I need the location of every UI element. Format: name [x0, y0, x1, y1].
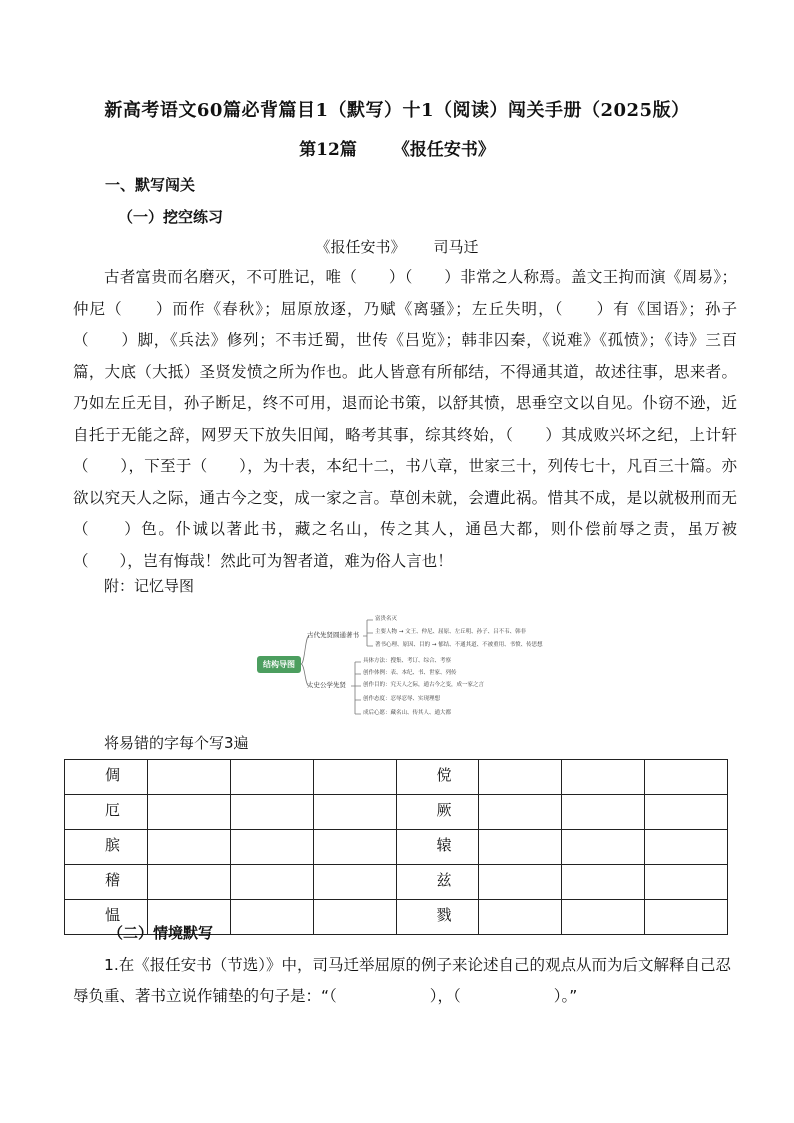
writing-cell[interactable]	[313, 900, 396, 935]
writing-cell[interactable]	[562, 830, 645, 865]
table-cell-char: 愠	[65, 900, 148, 935]
writing-cell[interactable]	[147, 795, 230, 830]
writing-cell[interactable]	[230, 830, 313, 865]
mind-map	[255, 610, 575, 722]
writing-cell[interactable]	[479, 760, 562, 795]
writing-cell[interactable]	[313, 795, 396, 830]
writing-cell[interactable]	[313, 830, 396, 865]
table-cell-char: 膑	[65, 830, 148, 865]
writing-cell[interactable]	[645, 865, 728, 900]
table-row	[65, 795, 728, 830]
table-caption: 将易错的字每个写3遍	[104, 734, 249, 752]
writing-cell[interactable]	[147, 760, 230, 795]
writing-cell[interactable]	[313, 760, 396, 795]
writing-cell[interactable]	[645, 795, 728, 830]
table-row	[65, 760, 728, 795]
table-cell-char: 兹	[396, 865, 479, 900]
mind-map-branch: 古代先贤圆通著书	[307, 631, 359, 639]
practice-table	[64, 759, 728, 935]
writing-cell[interactable]	[313, 865, 396, 900]
table-cell-char: 戮	[396, 900, 479, 935]
passage-work: 《报任安书》	[315, 238, 406, 256]
mind-map-leaf: 创作体例：表、本纪、书、世家、列传	[363, 670, 457, 676]
section-heading: 一、默写闯关	[105, 176, 196, 194]
writing-cell[interactable]	[645, 760, 728, 795]
mind-map-leaf: 创作目的：究天人之际，通古今之变，成一家之言	[363, 682, 485, 688]
writing-cell[interactable]	[479, 865, 562, 900]
chapter-work: 《报任安书》	[392, 140, 495, 160]
mind-map-leaf: 具体方法：搜集、考订、综合、考察	[363, 658, 452, 664]
page-title: 新高考语文60篇必背篇目1（默写）十1（阅读）闯关手册（2025版）	[104, 100, 690, 121]
writing-cell[interactable]	[562, 795, 645, 830]
passage-title	[0, 236, 794, 257]
passage-author: 司马迁	[433, 238, 479, 256]
subsection-heading-context: （二）情境默写	[108, 924, 214, 942]
writing-cell[interactable]	[562, 760, 645, 795]
mind-map-leaf: 著书心理、原因、目的 → 郁结、不通其道、不被重用、书愤、传思想	[375, 642, 543, 648]
table-cell-char: 稽	[65, 865, 148, 900]
table-row	[65, 865, 728, 900]
table-cell-char: 倜	[65, 760, 148, 795]
mind-map-root: 结构导图	[257, 656, 301, 673]
appendix-label: 附：记忆导图	[104, 577, 195, 595]
writing-cell[interactable]	[562, 900, 645, 935]
writing-cell[interactable]	[562, 865, 645, 900]
writing-cell[interactable]	[479, 795, 562, 830]
subsection-heading-fill-blank: （一）挖空练习	[118, 208, 224, 226]
writing-cell[interactable]	[230, 865, 313, 900]
mind-map-leaf: 成后心愿：藏名山、传其人、通大都	[363, 710, 452, 716]
mind-map-leaf: 主要人物 → 文王、仲尼、屈原、左丘明、孙子、吕不韦、韩非	[375, 629, 527, 635]
chapter-number: 第12篇	[299, 140, 357, 160]
writing-cell[interactable]	[645, 900, 728, 935]
table-cell-char: 辕	[396, 830, 479, 865]
passage-text: 古者富贵而名磨灭，不可胜记，唯（ ）（ ）非常之人称焉。盖文王拘而演《周易》；仲尼（ ）而作《春秋》；屈原放逐，乃赋《离骚》；左丘失明，（ ）有《国语》；孙子（ ）脚，《兵法》修列；不韦迁蜀，世传《吕览》；韩非囚秦，《说难》《孤愤》；《诗》三百篇，大底（大抵）圣贤发愤之所为作也。此人皆意有所郁结，不得通其道，故述往事，思来者。乃如左丘无目，孙子断足，终不可用，退而论书策，以舒其愤，思垂空文以自见。仆窃不逊，近自托于无能之辞，网罗天下放失旧闻，略考其事，综其终始，（ ）其成败兴坏之纪，上计轩（ ），下至于（ ），为十表，本纪十二，书八章，世家三十，列传七十，凡百三十篇。亦欲以究天人之际，通古今之变，成一家之言。草创未就，会遭此祸。惜其不成，是以就极刑而无（ ）色。仆诚以著此书，藏之名山，传之其人，通邑大都，则仆偿前辱之责，虽万被（ ），岂有悔哉！然此可为智者道，难为俗人言也！	[73, 268, 737, 570]
writing-cell[interactable]	[147, 865, 230, 900]
writing-cell[interactable]	[147, 830, 230, 865]
table-cell-char: 厥	[396, 795, 479, 830]
question-1: 1.在《报任安书（节选）》中，司马迁举屈原的例子来论述自己的观点从而为后文解释自己忍辱负重、著书立说作铺垫的句子是：“（ ），（ ）。”	[73, 956, 732, 1005]
writing-cell[interactable]	[479, 830, 562, 865]
table-cell-char: 厄	[65, 795, 148, 830]
mind-map-leaf: 创作态度：忍辱忍辱、实现理想	[363, 696, 441, 702]
table-row	[65, 830, 728, 865]
writing-cell[interactable]	[230, 760, 313, 795]
mind-map-leaf: 富贵名灭	[375, 616, 398, 622]
chapter-subtitle	[0, 135, 794, 160]
mind-map-branch: 太史公学先贤	[307, 681, 346, 689]
writing-cell[interactable]	[230, 900, 313, 935]
writing-cell[interactable]	[479, 900, 562, 935]
table-cell-char: 傥	[396, 760, 479, 795]
writing-cell[interactable]	[645, 830, 728, 865]
writing-cell[interactable]	[230, 795, 313, 830]
